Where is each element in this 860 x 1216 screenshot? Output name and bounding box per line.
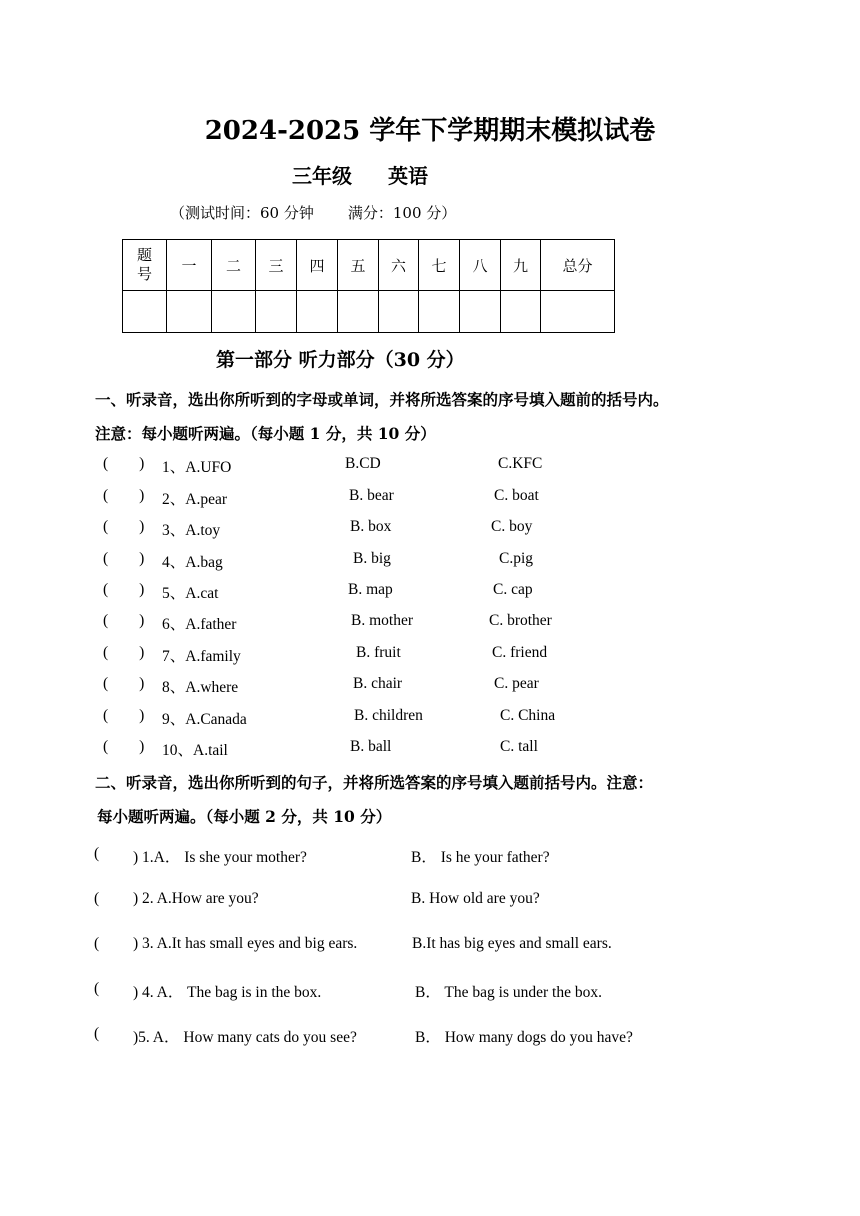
list-item (94, 845, 694, 865)
answer-bracket[interactable]: ( ) (103, 487, 145, 504)
answer-bracket[interactable]: ( ) (103, 644, 145, 661)
question-option-a: 2、A.pear (162, 491, 227, 508)
score-entry-cell[interactable] (541, 291, 615, 333)
answer-bracket[interactable]: ( ) (103, 581, 145, 598)
score-header-cell: 题号 (123, 240, 167, 291)
answer-bracket[interactable]: ( ) (103, 550, 145, 567)
score-header-cell: 二 (212, 240, 256, 291)
time-info: （测试时间：60 分钟 (170, 204, 314, 222)
answer-bracket[interactable]: ( (94, 1025, 127, 1042)
list-item (103, 675, 663, 695)
sentence-option-a: ) 1.A． Is she your mother? (133, 849, 307, 866)
question-option-b: B. box (350, 518, 392, 535)
question-option-b: B. chair (353, 675, 403, 692)
question-option-c: C. brother (489, 612, 552, 629)
question-option-c: C. pear (494, 675, 539, 692)
sentence-option-a: )5. A． How many cats do you see? (133, 1029, 357, 1046)
score-header-cell: 六 (379, 240, 419, 291)
question-option-b: B. children (354, 707, 423, 724)
sentence-option-b: B.It has big eyes and small ears. (412, 935, 612, 952)
sentence-option-b: B. How old are you? (411, 890, 540, 907)
part1-title: 第一部分 听力部分（30 分） (216, 349, 465, 371)
question-option-a: 6、A.father (162, 616, 237, 633)
list-item (103, 518, 663, 538)
sentence-option-a: ) 2. A.How are you? (133, 890, 259, 907)
list-item (94, 935, 694, 955)
score-entry-cell[interactable] (256, 291, 297, 333)
answer-bracket[interactable]: ( ) (103, 738, 145, 755)
score-header-cell: 七 (419, 240, 460, 291)
exam-info-line (170, 202, 456, 223)
score-entry-cell[interactable] (501, 291, 541, 333)
question-option-b: B. mother (351, 612, 413, 629)
question-option-b: B. bear (349, 487, 394, 504)
section2-instruction: 二、听录音，选出你所听到的句子，并将所选答案的序号填入题前括号内。注意： (95, 773, 654, 792)
answer-bracket[interactable]: ( (94, 980, 127, 997)
subject-label: 英语 (388, 164, 428, 188)
score-header-cell: 一 (167, 240, 212, 291)
list-item (103, 550, 663, 570)
question-option-b: B. fruit (356, 644, 401, 661)
score-entry-cell[interactable] (123, 291, 167, 333)
question-option-a: 3、A.toy (162, 522, 221, 539)
question-option-a: 7、A.family (162, 648, 241, 665)
question-option-c: C.pig (499, 550, 534, 567)
answer-bracket[interactable]: ( (94, 845, 127, 862)
score-header-cell: 四 (297, 240, 338, 291)
question-option-b: B. ball (350, 738, 392, 755)
score-entry-cell[interactable] (297, 291, 338, 333)
question-option-a: 4、A.bag (162, 554, 223, 571)
question-option-a: 8、A.where (162, 679, 239, 696)
question-option-b: B. map (348, 581, 393, 598)
sentence-option-a: ) 3. A.It has small eyes and big ears. (133, 935, 358, 952)
question-option-c: C. friend (492, 644, 548, 661)
score-entry-cell[interactable] (460, 291, 501, 333)
list-item (103, 707, 663, 727)
list-item (103, 738, 663, 758)
question-option-c: C. China (500, 707, 556, 724)
score-entry-cell[interactable] (379, 291, 419, 333)
answer-bracket[interactable]: ( (94, 890, 127, 907)
section1-instruction: 一、听录音，选出你所听到的字母或单词，并将所选答案的序号填入题前的括号内。 (95, 390, 669, 409)
score-entry-cell[interactable] (419, 291, 460, 333)
grade-label: 三年级 (292, 164, 352, 188)
score-table (122, 239, 615, 333)
score-entry-cell[interactable] (212, 291, 256, 333)
score-table-header-row (123, 240, 615, 291)
score-table-entry-row (123, 291, 615, 333)
list-item (103, 612, 663, 632)
section2-note: 每小题听两遍。（每小题 2 分，共 10 分） (97, 807, 392, 826)
sentence-option-b: B． The bag is under the box. (415, 984, 602, 1001)
question-option-c: C. cap (493, 581, 533, 598)
list-item (103, 581, 663, 601)
answer-bracket[interactable]: ( ) (103, 518, 145, 535)
section1-note: 注意：每小题听两遍。（每小题 1 分，共 10 分） (95, 424, 436, 443)
score-entry-cell[interactable] (338, 291, 379, 333)
question-option-a: 1、A.UFO (162, 459, 232, 476)
sentence-option-a: ) 4. A． The bag is in the box. (133, 984, 322, 1001)
score-entry-cell[interactable] (167, 291, 212, 333)
question-option-b: B.CD (345, 455, 381, 472)
question-option-a: 9、A.Canada (162, 711, 247, 728)
answer-bracket[interactable]: ( ) (103, 612, 145, 629)
question-option-c: C.KFC (498, 455, 543, 472)
question-option-c: C. boat (494, 487, 539, 504)
answer-bracket[interactable]: ( (94, 935, 127, 952)
score-header-cell: 九 (501, 240, 541, 291)
score-header-cell: 总分 (541, 240, 615, 291)
answer-bracket[interactable]: ( ) (103, 455, 145, 472)
score-header-cell: 五 (338, 240, 379, 291)
answer-bracket[interactable]: ( ) (103, 675, 145, 692)
score-header-cell: 三 (256, 240, 297, 291)
list-item (103, 644, 663, 664)
sentence-option-b: B． Is he your father? (411, 849, 550, 866)
list-item (103, 455, 663, 475)
question-option-a: 5、A.cat (162, 585, 219, 602)
sentence-option-b: B． How many dogs do you have? (415, 1029, 633, 1046)
question-option-b: B. big (353, 550, 391, 567)
score-header-cell: 八 (460, 240, 501, 291)
question-option-c: C. tall (500, 738, 538, 755)
list-item (103, 487, 663, 507)
grade-subject-line (292, 160, 428, 189)
question-option-a: 10、A.tail (162, 742, 228, 759)
exam-title: 2024-2025 学年下学期期末模拟试卷 (204, 116, 656, 146)
list-item (94, 1025, 694, 1045)
answer-bracket[interactable]: ( ) (103, 707, 145, 724)
list-item (94, 890, 694, 910)
list-item (94, 980, 694, 1000)
score-info: 满分：100 分） (347, 204, 457, 222)
question-option-c: C. boy (491, 518, 533, 535)
